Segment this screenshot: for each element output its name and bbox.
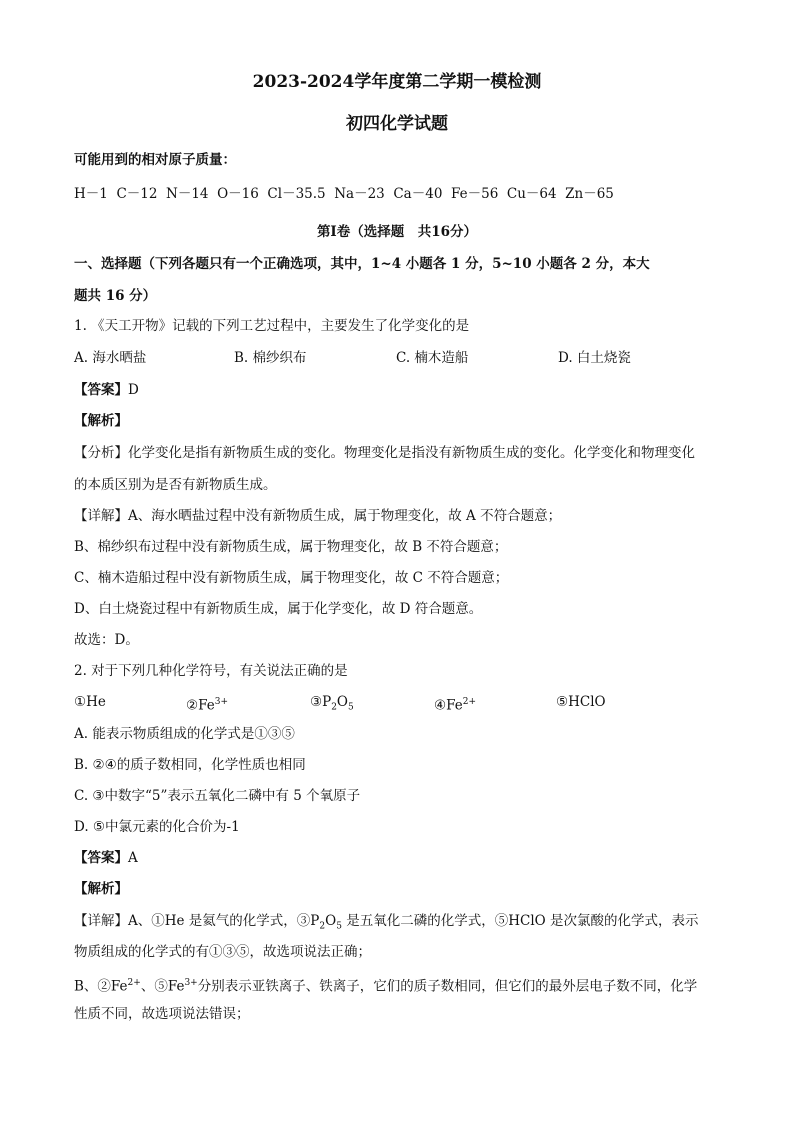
q2-detail-line-2: 物质组成的化学式的有①③⑤，故选项说法正确；: [74, 944, 371, 960]
q2-symbol-3: $③P_2O_5$: [310, 694, 354, 713]
q2-option-d: D. ⑤中氯元素的化合价为-1: [74, 819, 240, 835]
q1-answer-value: D: [128, 382, 139, 398]
q1-options: [74, 348, 724, 368]
q2-option-b: B. ②④的质子数相同，化学性质也相同: [74, 757, 306, 773]
q1-stem: 1. 《天工开物》记载的下列工艺过程中，主要发生了化学变化的是: [74, 318, 470, 334]
q2-answer-value: A: [128, 850, 138, 866]
q1-analysis-label: 【解析】: [74, 413, 128, 429]
q2-analysis-label: 【解析】: [74, 881, 128, 897]
q1-option-d: D. 白土烧瓷: [558, 350, 631, 366]
q2-detail-line-1: 【详解】A、①He 是氦气的化学式，$③P_2O_5$ 是五氧化二磷的化学式，⑤HClO 是次氯酸的化学式，表示: [74, 913, 699, 932]
q2-option-c: C. ③中数字“5”表示五氧化二磷中有 5 个氧原子: [74, 788, 361, 804]
q1-fenxi-line-2: 的本质区别为是否有新物质生成。: [74, 477, 277, 493]
q2-detail-line-4: 性质不同，故选项说法错误；: [74, 1006, 250, 1022]
q2-symbol-5: ⑤HClO: [556, 694, 606, 710]
q1-detail-line-1: 【详解】A、海水晒盐过程中没有新物质生成，属于物理变化，故 A 不符合题意；: [74, 508, 562, 524]
section-intro-line-1: 一、选择题（下列各题只有一个正确选项，其中，1~4 小题各 1 分，5~10 小题各 2 分，本大: [74, 256, 650, 272]
q2-symbols: [74, 692, 724, 718]
atomic-mass-values: H－1 C－12 N－14 O－16 Cl－35.5 Na－23 Ca－40 Fe－56 Cu－64 Zn－65: [74, 186, 614, 202]
q2-option-a: A. 能表示物质组成的化学式是①③⑤: [74, 726, 295, 742]
q2-symbol-1: ①He: [74, 694, 106, 710]
page-title: 2023-2024学年度第二学期一模检测: [252, 72, 542, 92]
q1-answer-label: 【答案】: [74, 382, 128, 398]
q1-detail-line-2: B、棉纱织布过程中没有新物质生成，属于物理变化，故 B 不符合题意；: [74, 539, 508, 555]
q1-answer: [74, 380, 724, 400]
q1-detail-line-3: C、楠木造船过程中没有新物质生成，属于物理变化，故 C 不符合题意；: [74, 570, 509, 586]
section-intro-line-2: 题共 16 分）: [74, 288, 157, 304]
page-subtitle: 初四化学试题: [346, 114, 448, 134]
q1-option-c: C. 楠木造船: [396, 350, 469, 366]
atomic-mass-label: 可能用到的相对原子质量：: [74, 152, 236, 168]
q1-fenxi-line-1: 【分析】化学变化是指有新物质生成的变化。物理变化是指没有新物质生成的变化。化学变化和物理变化: [74, 445, 695, 461]
section-title: 第Ⅰ卷（选择题 共16分）: [316, 224, 478, 240]
q2-stem: 2. 对于下列几种化学符号，有关说法正确的是: [74, 663, 348, 679]
q1-detail-line-4: D、白土烧瓷过程中有新物质生成，属于化学变化，故 D 符合题意。: [74, 601, 483, 617]
q2-detail-line-3: B、$②Fe^{2+}$、$⑤Fe^{3+}$分别表示亚铁离子、铁离子，它们的质子数相同，但它们的最外层电子数不同，化学: [74, 978, 698, 995]
q1-option-b: B. 棉纱织布: [234, 350, 307, 366]
q1-option-a: A. 海水晒盐: [74, 350, 147, 366]
q2-symbol-4: $④Fe^{2+}$: [434, 697, 477, 714]
q2-answer: [74, 848, 724, 868]
q2-answer-label: 【答案】: [74, 850, 128, 866]
q2-symbol-2: $②Fe^{3+}$: [186, 697, 229, 714]
q1-conclusion: 故选：D。: [74, 632, 139, 648]
